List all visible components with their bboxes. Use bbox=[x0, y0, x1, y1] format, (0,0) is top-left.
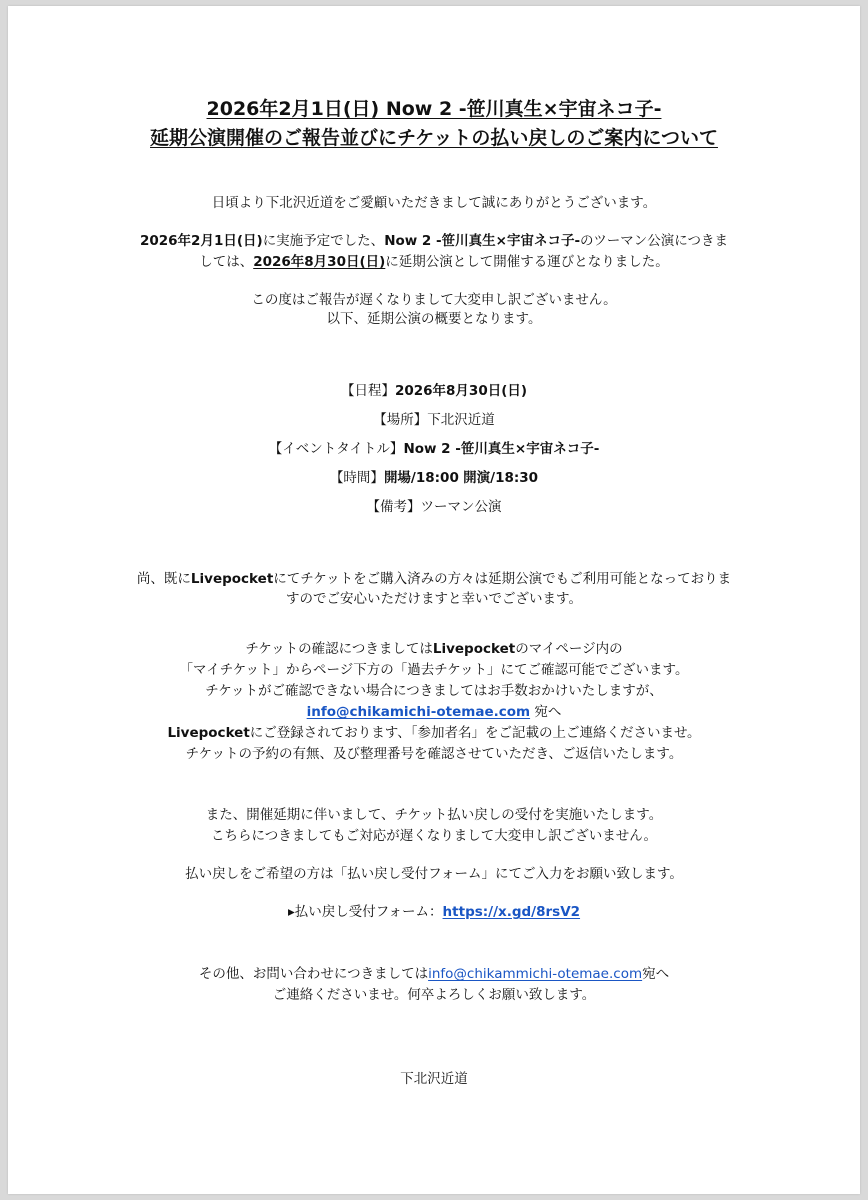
confirm-text: にご登録されております、「参加者名」をご記載の上ご連絡くださいませ。 bbox=[249, 725, 701, 741]
refund-line-2: こちらにつきましてもご対応が遅くなりまして大変申し訳ございません。 bbox=[210, 828, 658, 844]
detail-venue bbox=[8, 409, 860, 431]
livepocket-brand: Livepocket bbox=[190, 571, 274, 587]
detail-note-value: ツーマン公演 bbox=[420, 499, 502, 515]
confirm-text: のマイページ内の bbox=[515, 641, 623, 657]
contact-text: その他、お問い合わせにつきましては bbox=[198, 966, 429, 982]
notice-line-2: すのでご安心いただけますと幸いでございます。 bbox=[286, 591, 582, 607]
inquiry-email-link[interactable]: info@chikammichi-otemae.com bbox=[428, 966, 643, 982]
title-line-2: 延期公演開催のご報告並びにチケットの払い戻しのご案内について bbox=[150, 127, 718, 149]
detail-note-label: 【備考】 bbox=[366, 499, 421, 515]
document-page bbox=[8, 6, 860, 1194]
confirm-text: チケットの確認につきましては bbox=[245, 641, 433, 657]
apology-line-1: この度はご報告が遅くなりまして大変申し訳ございません。 bbox=[251, 292, 617, 308]
refund-form-line bbox=[8, 901, 860, 923]
contact-line-2: ご連絡くださいませ。何卒よろしくお願い致します。 bbox=[272, 987, 596, 1003]
refund-form-link[interactable]: https://x.gd/8rsV2 bbox=[442, 904, 581, 920]
announce-text: に延期公演として開催する運びとなりました。 bbox=[385, 254, 669, 270]
announce-line-2 bbox=[8, 251, 860, 273]
refund-form-label: ▸払い戻し受付フォーム： bbox=[287, 904, 443, 920]
detail-note bbox=[8, 496, 860, 518]
announce-text: に実施予定でした、 bbox=[262, 233, 385, 249]
detail-date bbox=[8, 380, 860, 402]
detail-time-open: 開場/18:00 bbox=[383, 470, 459, 486]
confirm-line-4 bbox=[8, 701, 860, 723]
detail-time-start: 開演/18:30 bbox=[463, 470, 539, 486]
notice-text: にてチケットをご購入済みの方々は延期公演でもご利用可能となっておりま bbox=[273, 571, 732, 587]
detail-date-label: 【日程】 bbox=[340, 383, 395, 399]
contact-email-link[interactable]: info@chikamichi-otemae.com bbox=[306, 704, 531, 720]
original-date: 2026年2月1日(日) bbox=[139, 233, 263, 249]
detail-event bbox=[8, 438, 860, 460]
notice-line-1 bbox=[8, 568, 860, 590]
detail-venue-label: 【場所】 bbox=[373, 412, 428, 428]
confirm-line-6: チケットの予約の有無、及び整理番号を確認させていただき、ご返信いたします。 bbox=[185, 746, 683, 762]
confirm-text: 宛へ bbox=[530, 704, 562, 720]
apology-line-2: 以下、延期公演の概要となります。 bbox=[326, 311, 542, 327]
contact-line-1 bbox=[8, 963, 860, 985]
confirm-line-2: 「マイチケット」からページ下方の「過去チケット」にてご確認可能でございます。 bbox=[179, 662, 689, 678]
notice-text: 尚、既に bbox=[136, 571, 191, 587]
confirm-line-1 bbox=[8, 638, 860, 660]
livepocket-brand: Livepocket bbox=[167, 725, 250, 741]
announce-text: のツーマン公演につきま bbox=[580, 233, 729, 249]
detail-event-label: 【イベントタイトル】 bbox=[268, 441, 404, 457]
confirm-line-5 bbox=[8, 722, 860, 744]
refund-line-3: 払い戻しをご希望の方は「払い戻し受付フォーム」にてご入力をお願い致します。 bbox=[185, 866, 683, 882]
detail-time-label: 【時間】 bbox=[329, 470, 384, 486]
contact-text: 宛へ bbox=[642, 966, 670, 982]
announce-text: しては、 bbox=[199, 254, 254, 270]
detail-time bbox=[8, 467, 860, 489]
livepocket-brand: Livepocket bbox=[432, 641, 516, 657]
event-name: Now 2 -笹川真生×宇宙ネコ子- bbox=[384, 233, 581, 249]
detail-event-value: Now 2 -笹川真生×宇宙ネコ子- bbox=[403, 441, 600, 457]
title-line-1: 2026年2月1日(日) Now 2 -笹川真生×宇宙ネコ子- bbox=[206, 98, 662, 120]
announce-line-1 bbox=[8, 230, 860, 252]
detail-date-value: 2026年8月30日(日) bbox=[394, 383, 528, 399]
refund-line-1: また、開催延期に伴いまして、チケット払い戻しの受付を実施いたします。 bbox=[205, 807, 663, 823]
confirm-line-3: チケットがご確認できない場合につきましてはお手数おかけいたしますが、 bbox=[205, 683, 663, 699]
new-date: 2026年8月30日(日) bbox=[253, 254, 386, 270]
signature: 下北沢近道 bbox=[400, 1071, 468, 1087]
greeting-text: 日頃より下北沢近道をご愛顧いただきまして誠にありがとうございます。 bbox=[211, 195, 657, 211]
detail-venue-value: 下北沢近道 bbox=[427, 412, 495, 428]
